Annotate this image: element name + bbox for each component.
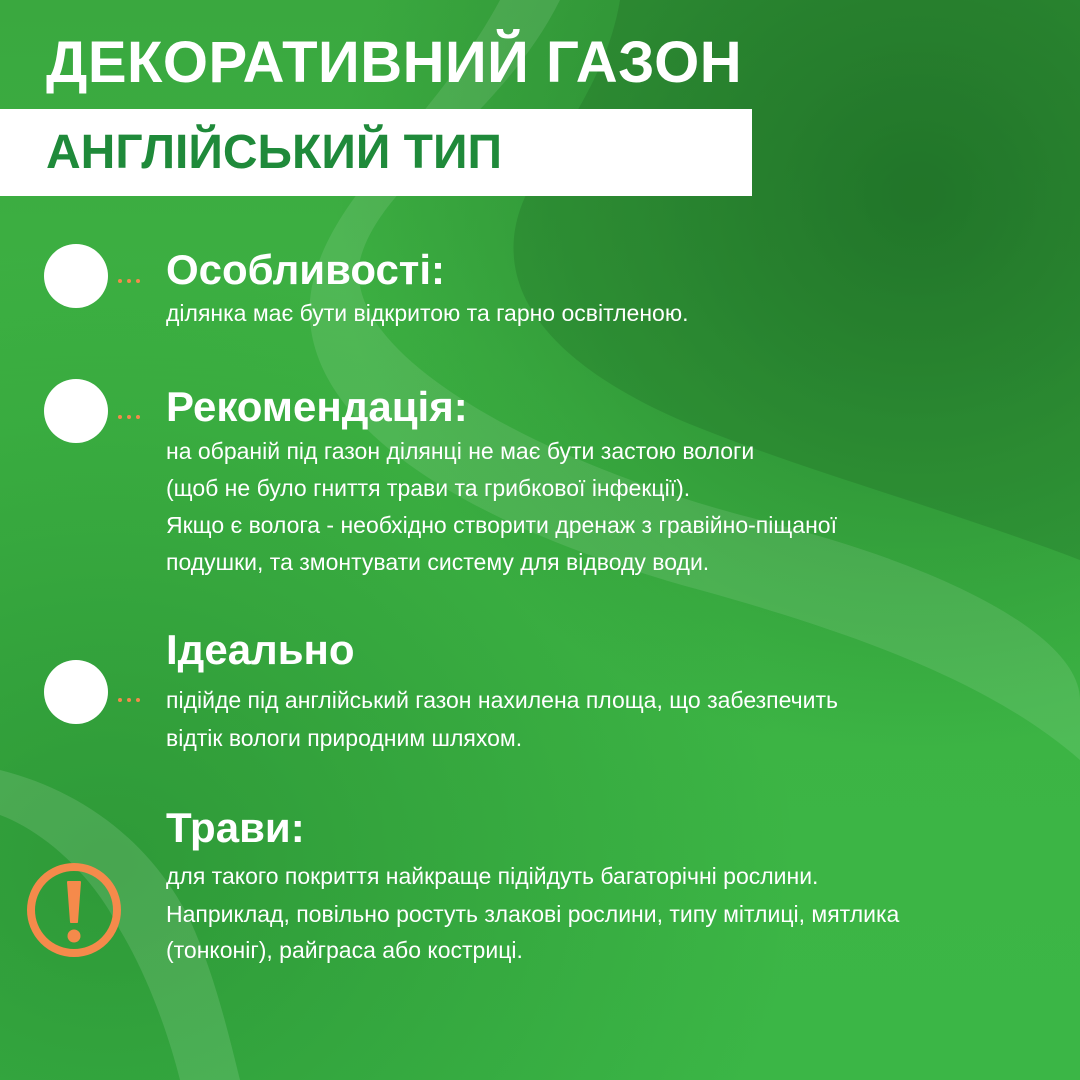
section-heading-ideal: Ідеально xyxy=(166,626,355,673)
section-text-recommendation-line: на обраній під газон ділянці не має бути застою вологи xyxy=(166,438,755,464)
subtitle-banner xyxy=(0,109,752,196)
exclamation-circle-icon xyxy=(24,860,124,960)
bullet-circle-icon xyxy=(44,244,108,308)
section-text-grasses-line: (тонконіг), райграса або костриці. xyxy=(166,937,523,963)
section-text-recommendation-line: (щоб не було гниття трави та грибкової інфекції). xyxy=(166,475,691,501)
section-text-grasses-line: Наприклад, повільно ростуть злакові рослини, типу мітлиці, мятлика xyxy=(166,901,900,927)
section-text-ideal-line: підійде під англійський газон нахилена площа, що забезпечить xyxy=(166,687,839,713)
section-text-grasses-line: для такого покриття найкраще підійдуть багаторічні рослини. xyxy=(166,863,819,889)
bullet-circle-icon xyxy=(44,660,108,724)
section-text-recommendation-line: Якщо є волога - необхідно створити дренаж з гравійно-піщаної xyxy=(166,512,837,538)
page-subtitle: АНГЛІЙСЬКИЙ ТИП xyxy=(46,126,502,179)
dots-connector-icon xyxy=(118,270,158,276)
dots-connector-icon xyxy=(118,689,158,695)
section-text-recommendation-line: подушки, та змонтувати систему для відводу води. xyxy=(166,549,710,575)
section-heading-recommendation: Рекомендація: xyxy=(166,383,468,430)
page-title: ДЕКОРАТИВНИЙ ГАЗОН xyxy=(46,30,743,95)
section-heading-features: Особливості: xyxy=(166,246,446,293)
bullet-circle-icon xyxy=(44,379,108,443)
section-text-features-line: ділянка має бути відкритою та гарно освітленою. xyxy=(166,300,689,326)
section-heading-grasses: Трави: xyxy=(166,804,305,851)
section-text-ideal-line: відтік вологи природним шляхом. xyxy=(166,725,523,751)
dots-connector-icon xyxy=(118,406,158,412)
